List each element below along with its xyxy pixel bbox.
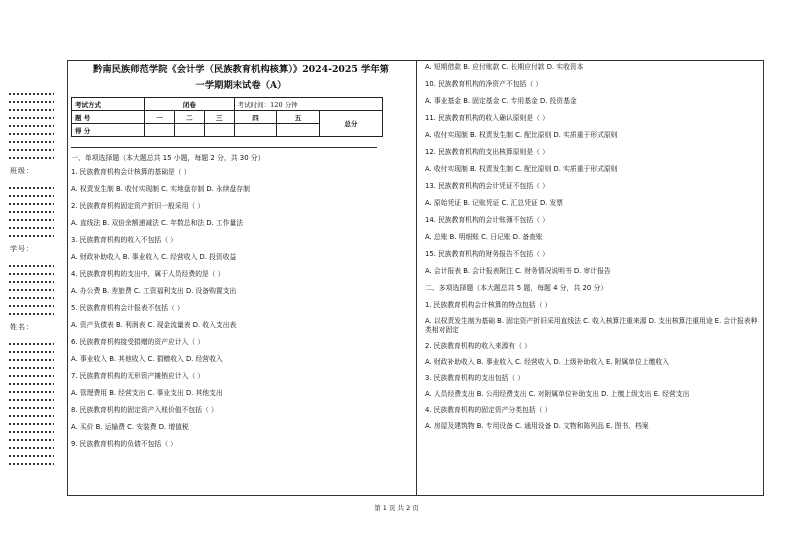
score-table (71, 97, 383, 137)
question-text: 4. 民族教育机构的支出中，属于人员经费的是（ ） (71, 270, 225, 278)
question-options: A. 财政补助收入 B. 事业收入 C. 经营收入 D. 上级补助收入 E. 附属单位上缴收入 (425, 358, 670, 366)
section2-heading: 二、多项选择题（本大题总共 5 题，每题 4 分，共 20 分） (425, 284, 608, 292)
question-no-label: 题 号 (72, 111, 145, 124)
question-text: 11. 民族教育机构的收入确认原则是（ ） (425, 114, 549, 122)
page-number: 第 1 页 共 2 页 (374, 504, 419, 512)
question-text: 6. 民族教育机构接受捐赠的资产应计入（ ） (71, 338, 205, 346)
class-label: 班级： (10, 167, 34, 175)
exam-mode-label: 考试方式 (72, 98, 145, 111)
name-label: 姓名： (10, 323, 34, 331)
question-options: A. 资产负债表 B. 利润表 C. 现金流量表 D. 收入支出表 (71, 321, 237, 329)
score-label: 得 分 (72, 124, 145, 137)
section1-heading: 一、单项选择题（本大题总共 15 小题，每题 2 分，共 30 分） (71, 154, 265, 162)
question-options: A. 收付实现制 B. 权责发生制 C. 配比原则 D. 实质重于形式原则 (425, 131, 618, 139)
question-options: A. 收付实现制 B. 权责发生制 C. 配比原则 D. 实质重于形式原则 (425, 165, 618, 173)
question-options: A. 人员经费支出 B. 公用经费支出 C. 对附属单位补助支出 D. 上缴上级支出 E. 经营支出 (425, 390, 690, 398)
question-text: 1. 民族教育机构会计核算的基础是（ ） (71, 168, 191, 176)
left-column (71, 60, 411, 449)
question-options: A. 办公费 B. 差旅费 C. 工资福利支出 D. 设备购置支出 (71, 287, 237, 295)
question-text: 4. 民族教育机构的固定资产分类包括（ ） (425, 406, 552, 414)
column-header: 一 (145, 111, 175, 124)
question-options: A. 管理费用 B. 经营支出 C. 事业支出 D. 其他支出 (71, 389, 223, 397)
student-no-label: 学号： (10, 245, 34, 253)
question-options: A. 以权责发生制为基础 B. 固定资产折旧采用直线法 C. 收入核算注重来源 D. 支出核算注重用途 E. 会计报表种类相对固定 (425, 317, 758, 334)
score-cell[interactable] (234, 124, 277, 137)
score-cell[interactable] (277, 124, 320, 137)
question-text: 2. 民族教育机构的收入来源有（ ） (425, 342, 531, 350)
question-text: 14. 民族教育机构的会计账簿不包括（ ） (425, 216, 549, 224)
exam-title-line2: 一学期期末试卷（A） (195, 80, 287, 91)
question-text: 1. 民族教育机构会计核算的特点包括（ ） (425, 301, 552, 309)
exam-title-line1: 黔南民族师范学院《会计学（民族教育机构核算）》2024-2025 学年第 (93, 64, 389, 75)
question-text: 10. 民族教育机构的净资产不包括（ ） (425, 80, 543, 88)
question-text: 5. 民族教育机构会计报表不包括（ ） (71, 304, 184, 312)
question-text: 3. 民族教育机构的收入不包括（ ） (71, 236, 177, 244)
question-options: A. 房屋及建筑物 B. 专用设备 C. 通用设备 D. 文物和陈列品 E. 图书、档案 (425, 422, 649, 430)
binding-gutter (8, 92, 60, 470)
question-text: 15. 民族教育机构的财务报告不包括（ ） (425, 250, 549, 258)
question-options: A. 总账 B. 明细账 C. 日记账 D. 备查账 (425, 233, 543, 241)
score-cell[interactable] (174, 124, 204, 137)
score-cell[interactable] (204, 124, 234, 137)
right-column (425, 60, 760, 431)
question-options: A. 买价 B. 运输费 C. 安装费 D. 增值税 (71, 423, 189, 431)
question-text: 8. 民族教育机构的固定资产入账价值不包括（ ） (71, 406, 218, 414)
total-label: 总分 (319, 111, 382, 137)
question-options: A. 直线法 B. 双倍余额递减法 C. 年数总和法 D. 工作量法 (71, 219, 244, 227)
column-header: 四 (234, 111, 277, 124)
question-options: A. 短期借款 B. 应付账款 C. 长期应付款 D. 实收资本 (425, 63, 584, 71)
question-text: 7. 民族教育机构的无形资产摊销应计入（ ） (71, 372, 205, 380)
question-text: 13. 民族教育机构的会计凭证不包括（ ） (425, 182, 549, 190)
column-divider (416, 60, 417, 496)
exam-mode-value: 闭卷 (145, 98, 235, 111)
dotted-line-block (8, 342, 54, 466)
header-separator (71, 147, 377, 148)
question-text: 2. 民族教育机构固定资产折旧一般采用（ ） (71, 202, 205, 210)
question-text: 12. 民族教育机构的支出核算原则是（ ） (425, 148, 549, 156)
column-header: 三 (204, 111, 234, 124)
column-header: 五 (277, 111, 320, 124)
dotted-line-block (8, 186, 54, 238)
column-header: 二 (174, 111, 204, 124)
question-options: A. 财政补助收入 B. 事业收入 C. 经营收入 D. 投资收益 (71, 253, 237, 261)
question-options: A. 事业收入 B. 其他收入 C. 捐赠收入 D. 经营收入 (71, 355, 223, 363)
question-options: A. 事业基金 B. 固定基金 C. 专用基金 D. 投资基金 (425, 97, 577, 105)
dotted-line-block (8, 264, 54, 316)
exam-time: 考试时间：120 分钟 (234, 98, 382, 111)
dotted-line-block (8, 92, 54, 160)
question-text: 9. 民族教育机构的负债不包括（ ） (71, 440, 177, 448)
question-text: 3. 民族教育机构的支出包括（ ） (425, 374, 525, 382)
question-options: A. 原始凭证 B. 记账凭证 C. 汇总凭证 D. 发票 (425, 199, 564, 207)
score-cell[interactable] (145, 124, 175, 137)
question-options: A. 权责发生制 B. 收付实现制 C. 实地盘存制 D. 永续盘存制 (71, 185, 250, 193)
question-options: A. 会计报表 B. 会计报表附注 C. 财务情况说明书 D. 审计报告 (425, 267, 611, 275)
